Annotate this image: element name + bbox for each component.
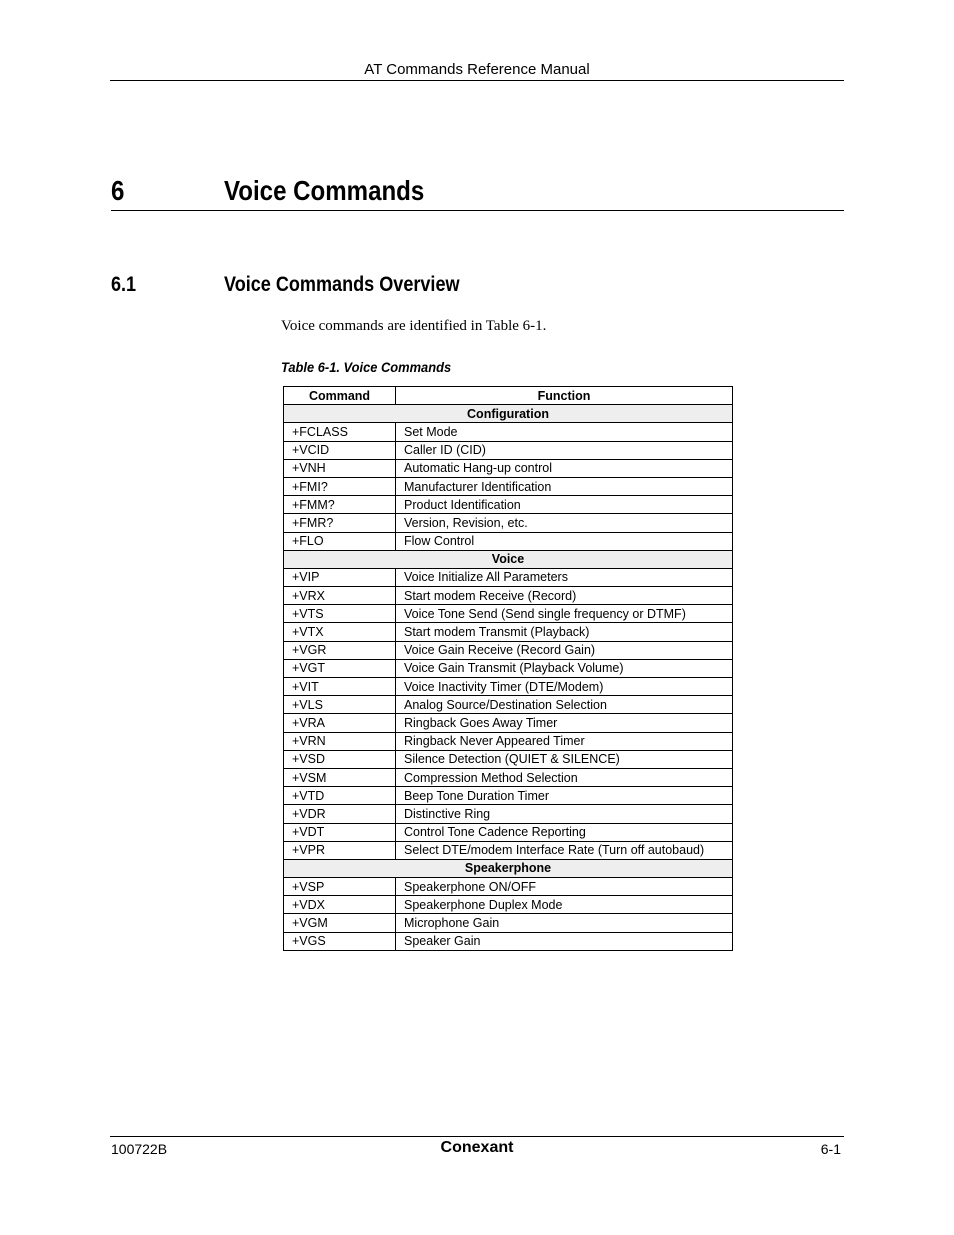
function-cell: Automatic Hang-up control [396, 459, 733, 477]
function-cell: Speaker Gain [396, 932, 733, 950]
function-cell: Voice Inactivity Timer (DTE/Modem) [396, 678, 733, 696]
table-row [284, 805, 733, 823]
table-row [284, 623, 733, 641]
table-row [284, 496, 733, 514]
table-row [284, 605, 733, 623]
table-row [284, 568, 733, 586]
table-row [284, 932, 733, 950]
command-cell: +VSP [284, 878, 396, 896]
function-cell: Manufacturer Identification [396, 477, 733, 495]
chapter-heading [111, 172, 844, 211]
table-body [284, 405, 733, 951]
command-cell: +FMI? [284, 477, 396, 495]
function-cell: Version, Revision, etc. [396, 514, 733, 532]
section-number: 6.1 [111, 273, 137, 296]
command-cell: +VTX [284, 623, 396, 641]
command-cell: +VPR [284, 841, 396, 859]
table-group-row [284, 859, 733, 877]
command-cell: +FLO [284, 532, 396, 550]
command-cell: +VCID [284, 441, 396, 459]
function-cell: Analog Source/Destination Selection [396, 696, 733, 714]
group-label: Speakerphone [284, 859, 733, 877]
command-cell: +VDX [284, 896, 396, 914]
function-cell: Product Identification [396, 496, 733, 514]
footer-doc-number: 100722B [111, 1141, 168, 1157]
function-cell: Caller ID (CID) [396, 441, 733, 459]
table-row [284, 423, 733, 441]
table-row [284, 750, 733, 768]
command-cell: +VSD [284, 750, 396, 768]
footer-rule [110, 1136, 844, 1137]
running-header: AT Commands Reference Manual [110, 60, 844, 81]
table-row [284, 587, 733, 605]
chapter-number: 6 [111, 175, 125, 206]
function-cell: Start modem Transmit (Playback) [396, 623, 733, 641]
command-cell: +VRX [284, 587, 396, 605]
section-heading [111, 270, 844, 300]
function-cell: Flow Control [396, 532, 733, 550]
table-row [284, 441, 733, 459]
function-cell: Beep Tone Duration Timer [396, 787, 733, 805]
table-group-row [284, 550, 733, 568]
function-cell: Set Mode [396, 423, 733, 441]
function-cell: Voice Initialize All Parameters [396, 568, 733, 586]
footer-company: Conexant [440, 1139, 514, 1156]
function-cell: Distinctive Ring [396, 805, 733, 823]
command-cell: +VRN [284, 732, 396, 750]
table-row [284, 477, 733, 495]
function-cell: Silence Detection (QUIET & SILENCE) [396, 750, 733, 768]
function-cell: Voice Tone Send (Send single frequency or DTMF) [396, 605, 733, 623]
command-cell: +VGM [284, 914, 396, 932]
table-caption: Table 6-1. Voice Commands [281, 359, 452, 375]
command-cell: +VGR [284, 641, 396, 659]
command-cell: +VTS [284, 605, 396, 623]
function-cell: Ringback Goes Away Timer [396, 714, 733, 732]
column-header-command: Command [284, 387, 396, 405]
table-row [284, 659, 733, 677]
command-cell: +FCLASS [284, 423, 396, 441]
command-cell: +VIT [284, 678, 396, 696]
table-header-row [284, 387, 733, 405]
chapter-title: Voice Commands [224, 175, 425, 206]
table-row [284, 696, 733, 714]
command-cell: +VGS [284, 932, 396, 950]
command-cell: +VSM [284, 768, 396, 786]
command-cell: +VGT [284, 659, 396, 677]
function-cell: Ringback Never Appeared Timer [396, 732, 733, 750]
group-label: Configuration [284, 405, 733, 423]
command-cell: +VTD [284, 787, 396, 805]
voice-commands-table [283, 386, 733, 951]
command-cell: +VDT [284, 823, 396, 841]
table-row [284, 841, 733, 859]
function-cell: Voice Gain Transmit (Playback Volume) [396, 659, 733, 677]
function-cell: Microphone Gain [396, 914, 733, 932]
command-cell: +VIP [284, 568, 396, 586]
table-row [284, 896, 733, 914]
function-cell: Select DTE/modem Interface Rate (Turn off autobaud) [396, 841, 733, 859]
command-cell: +VNH [284, 459, 396, 477]
table-row [284, 823, 733, 841]
table-row [284, 678, 733, 696]
function-cell: Speakerphone ON/OFF [396, 878, 733, 896]
function-cell: Compression Method Selection [396, 768, 733, 786]
function-cell: Control Tone Cadence Reporting [396, 823, 733, 841]
table-row [284, 641, 733, 659]
command-cell: +VDR [284, 805, 396, 823]
group-label: Voice [284, 550, 733, 568]
table-row [284, 878, 733, 896]
table-row [284, 714, 733, 732]
command-cell: +FMR? [284, 514, 396, 532]
table-row [284, 768, 733, 786]
table-row [284, 732, 733, 750]
function-cell: Voice Gain Receive (Record Gain) [396, 641, 733, 659]
table-row [284, 787, 733, 805]
column-header-function: Function [396, 387, 733, 405]
intro-paragraph: Voice commands are identified in Table 6-1. [281, 318, 547, 334]
function-cell: Start modem Receive (Record) [396, 587, 733, 605]
table-row [284, 914, 733, 932]
command-cell: +VRA [284, 714, 396, 732]
function-cell: Speakerphone Duplex Mode [396, 896, 733, 914]
command-cell: +FMM? [284, 496, 396, 514]
footer-page-number: 6-1 [820, 1141, 841, 1157]
command-cell: +VLS [284, 696, 396, 714]
section-title: Voice Commands Overview [224, 273, 460, 296]
table-row [284, 459, 733, 477]
table-row [284, 532, 733, 550]
table-group-row [284, 405, 733, 423]
table-row [284, 514, 733, 532]
